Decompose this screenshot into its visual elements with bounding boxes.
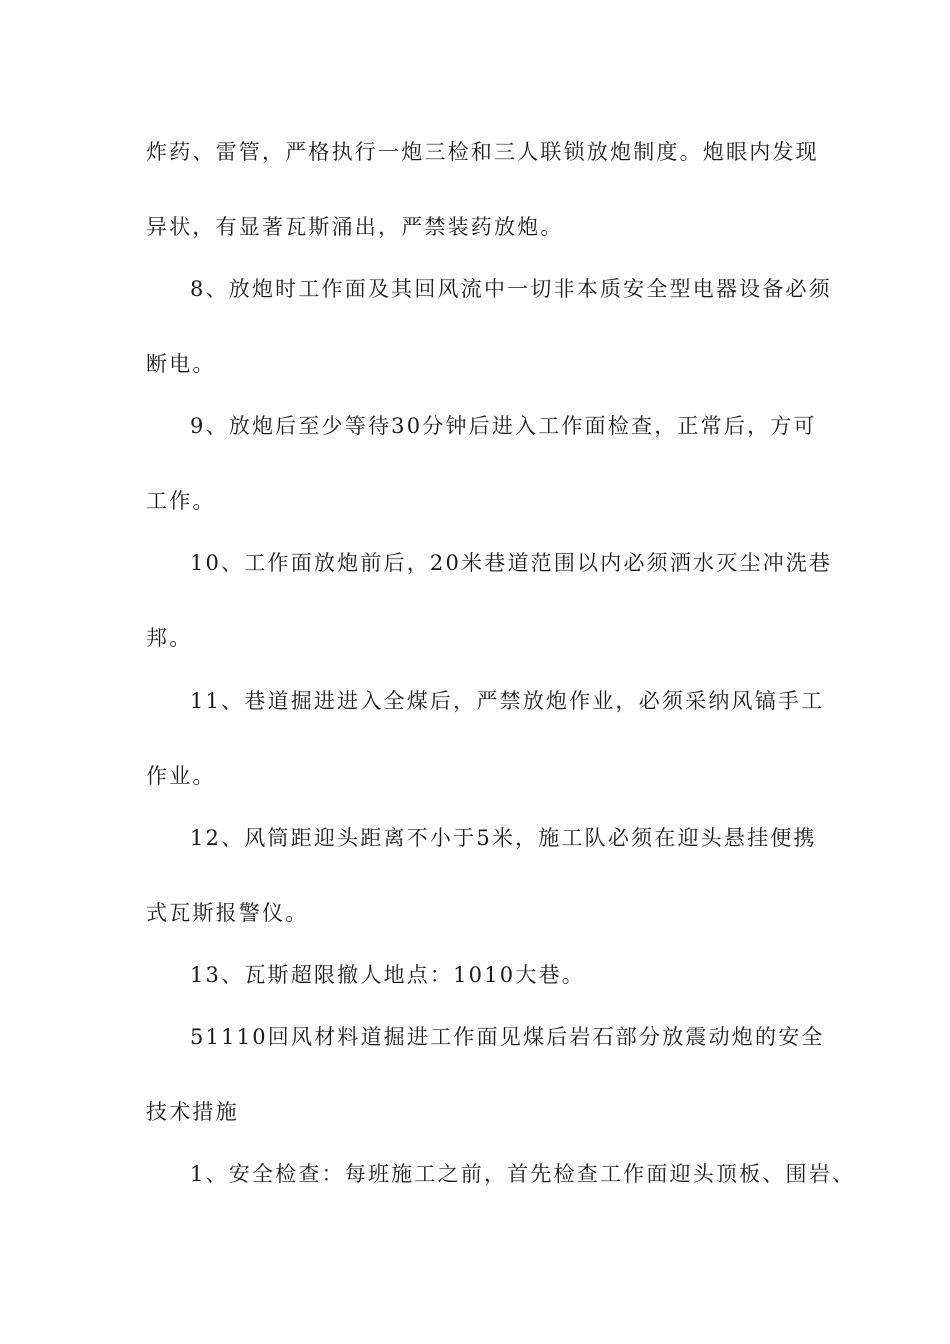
paragraph-item-12: 12、风筒距迎头距离不小于5米，施工队必须在迎头悬挂便携 <box>190 826 817 850</box>
text-line: 断电。 <box>146 352 216 376</box>
paragraph-item-13: 13、瓦斯超限撤人地点：1010大巷。 <box>190 963 585 987</box>
paragraph-item-10: 10、工作面放炮前后，20米巷道范围以内必须洒水灭尘冲洗巷 <box>190 551 833 575</box>
text-line: 异状，有显著瓦斯涌出，严禁装药放炮。 <box>146 215 564 239</box>
text-line: 式瓦斯报警仪。 <box>146 901 309 925</box>
text-line: 工作。 <box>146 489 216 513</box>
text-line: 作业。 <box>146 764 216 788</box>
text-line: 邦。 <box>146 626 193 650</box>
paragraph-item-8: 8、放炮时工作面及其回风流中一切非本质安全型电器设备必须 <box>190 277 832 301</box>
paragraph-item-9: 9、放炮后至少等待30分钟后进入工作面检查，正常后，方可 <box>190 414 817 438</box>
paragraph-item-11: 11、巷道掘进进入全煤后，严禁放炮作业，必须采纳风镐手工 <box>190 689 825 713</box>
section-heading: 51110回风材料道掘进工作面见煤后岩石部分放震动炮的安全 <box>190 1025 825 1049</box>
paragraph-item-1: 1、安全检查：每班施工之前，首先检查工作面迎头顶板、围岩、 <box>190 1162 856 1186</box>
section-heading-continued: 技术措施 <box>146 1100 239 1124</box>
text-line: 炸药、雷管，严格执行一炮三检和三人联锁放炮制度。炮眼内发现 <box>146 140 819 164</box>
